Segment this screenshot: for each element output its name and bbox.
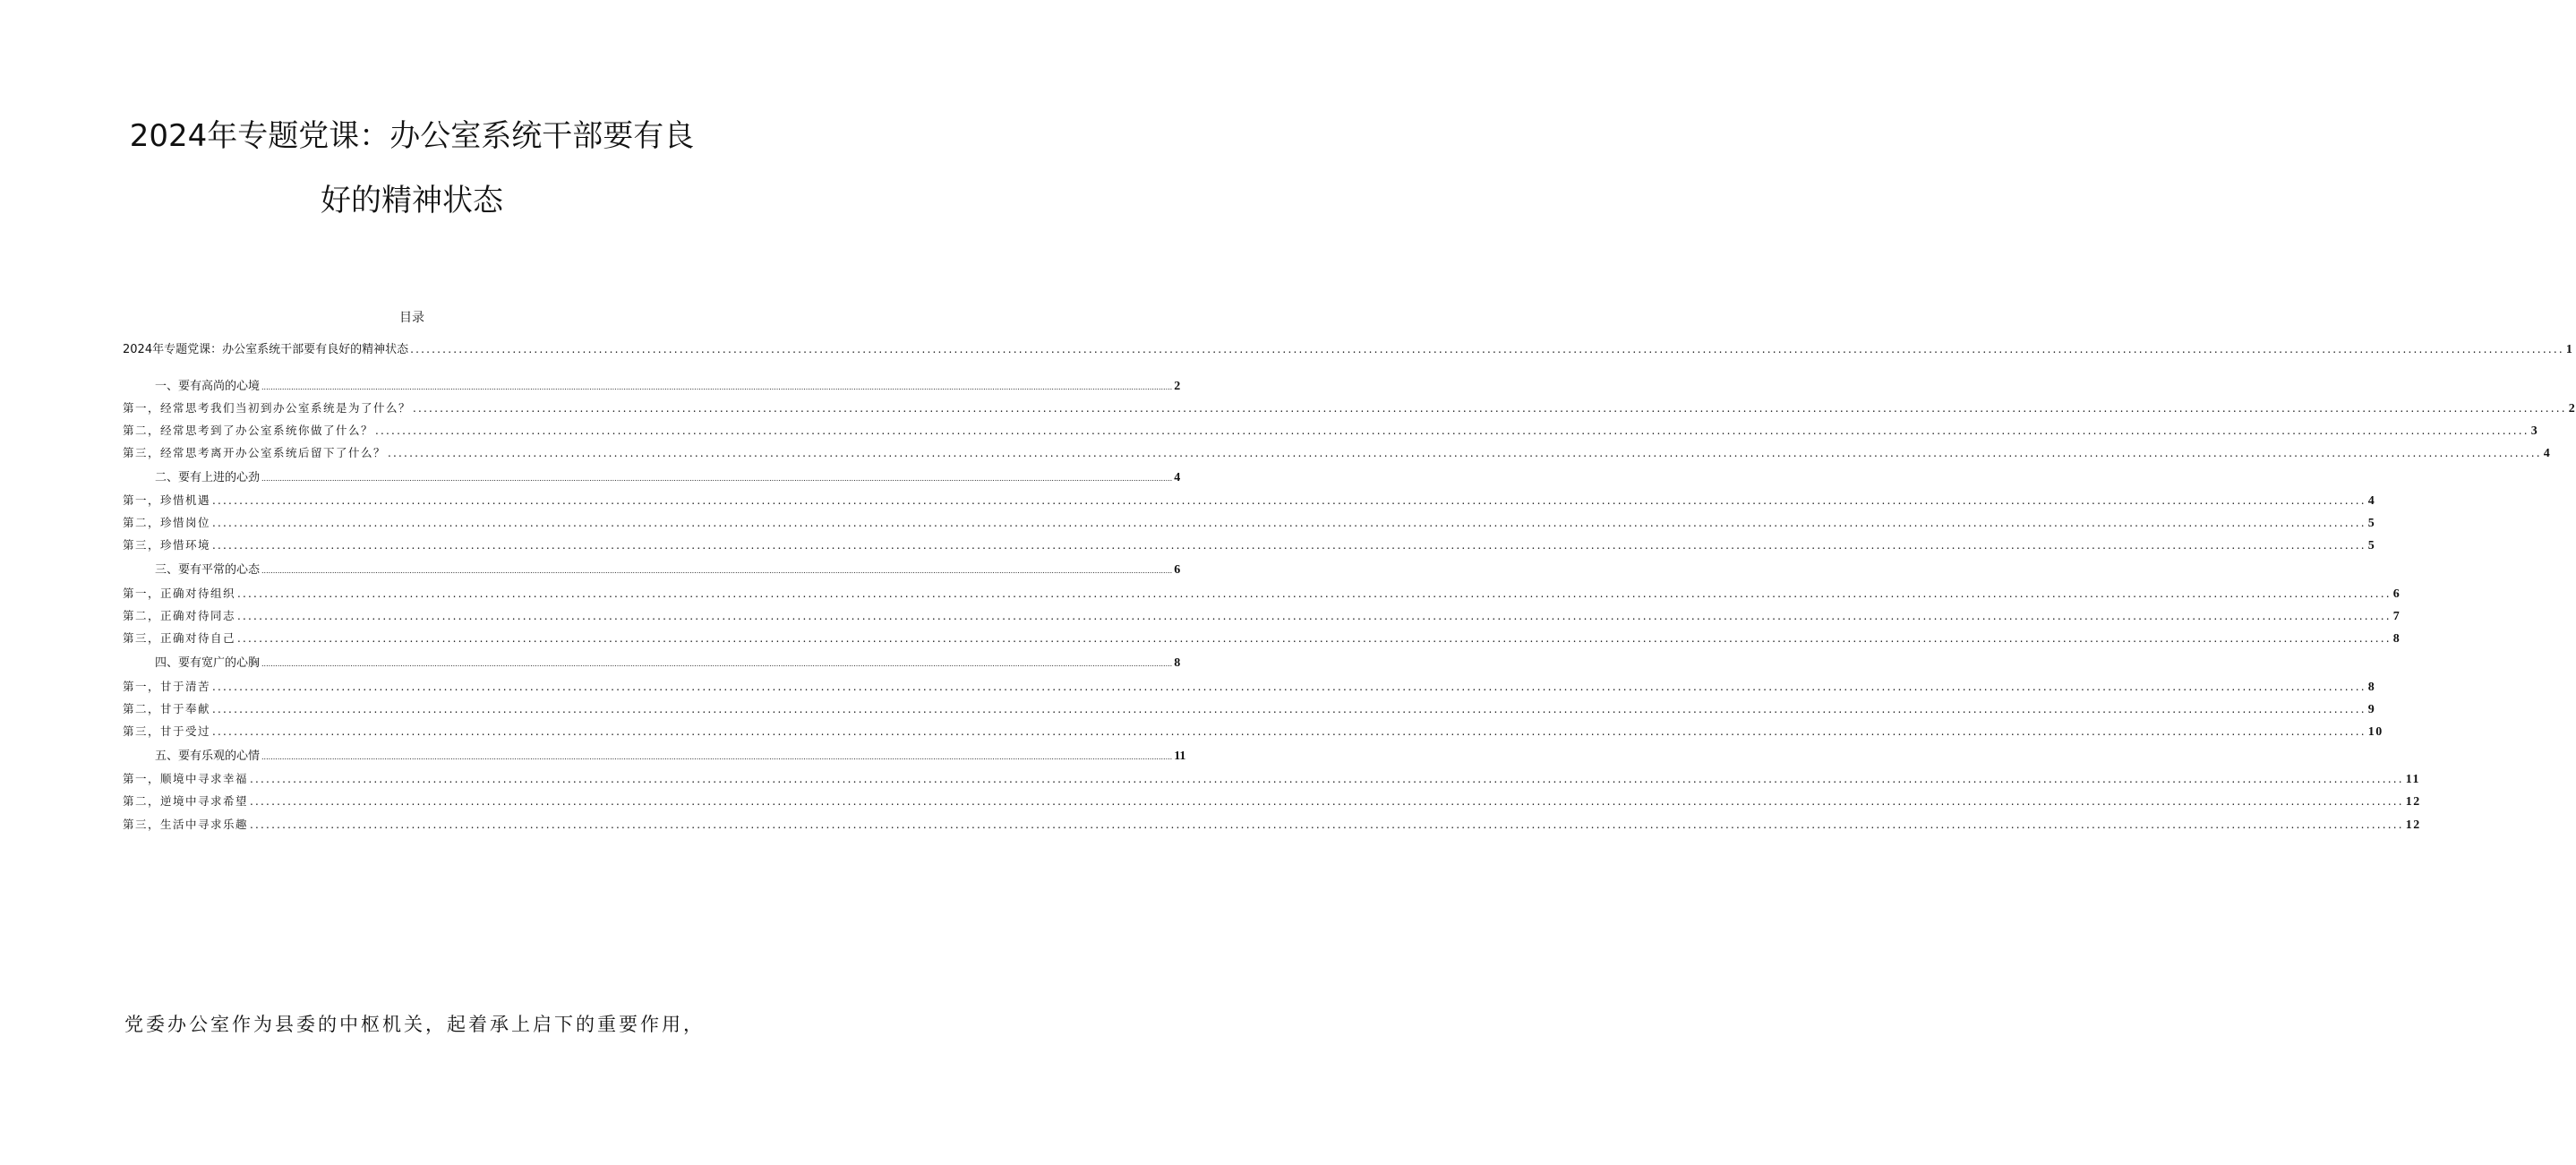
toc-entry[interactable]	[123, 772, 2421, 786]
document-title-line-1: 2024年专题党课：办公室系统干部要有良	[129, 118, 695, 154]
toc-entry-label: 一、要有高尚的心境	[155, 380, 261, 393]
toc-entry-page-number: 5	[2367, 539, 2376, 553]
toc-dot-leader: ................................................................................................................................................................................................................................................................................................................................................................................................................	[212, 725, 2366, 738]
body-paragraph: 党委办公室作为县委的中枢机关，起着承上启下的重要作用，	[124, 1014, 705, 1035]
toc-entry-page-number: 11	[1174, 750, 1186, 763]
toc-entry-label: 2024年专题党课：办公室系统干部要有良好的精神状态	[123, 343, 409, 356]
toc-entry-label: 第二，珍惜岗位	[123, 516, 211, 529]
toc-entry[interactable]	[123, 680, 2376, 694]
toc-entry-page-number: 5	[2367, 517, 2376, 530]
toc-entry[interactable]	[123, 493, 2376, 508]
toc-dot-leader: ................................................................................................................................................................................................................................................................................................................................................................................................................	[237, 587, 2392, 600]
toc-entry-label: 第一，经常思考我们当初到办公室系统是为了什么？	[123, 401, 412, 415]
toc-entry-label: 第一，正确对待组织	[123, 587, 236, 600]
toc-entry[interactable]	[155, 563, 1181, 578]
toc-entry-page-number: 6	[1174, 563, 1181, 577]
toc-dot-leader: ................................................................................................................................................................................................................................................................................................................................................................................................................	[410, 343, 2564, 355]
toc-entry-page-number: 4	[2367, 494, 2376, 508]
toc-entry-page-number: 9	[2367, 703, 2376, 716]
toc-entry[interactable]	[123, 702, 2376, 716]
toc-dot-leader: ................................................................................................................................................................................................................................................................................................................................................................................................................	[212, 681, 2366, 693]
toc-entry[interactable]	[123, 446, 2552, 460]
toc-entry-label: 第一，珍惜机遇	[123, 493, 211, 507]
toc-dot-leader: ................................................................................................................................................................................................................................................................................................................................................................................................................	[261, 383, 1173, 391]
toc-entry-page-number: 1	[2565, 343, 2572, 356]
toc-entry-page-number: 4	[1174, 471, 1181, 484]
toc-entry-page-number: 11	[2405, 773, 2421, 786]
toc-entry[interactable]	[155, 656, 1181, 671]
toc-dot-leader: ................................................................................................................................................................................................................................................................................................................................................................................................................	[212, 517, 2366, 529]
toc-entry-label: 三、要有平常的心态	[155, 563, 261, 577]
toc-entry-page-number: 8	[1174, 656, 1181, 670]
toc-entry[interactable]	[123, 516, 2376, 530]
toc-entry-page-number: 2	[2568, 402, 2576, 415]
toc-entry-label: 第三，甘于受过	[123, 724, 211, 738]
toc-dot-leader: ................................................................................................................................................................................................................................................................................................................................................................................................................	[212, 539, 2366, 552]
toc-dot-leader: ................................................................................................................................................................................................................................................................................................................................................................................................................	[237, 632, 2392, 645]
toc-entry-label: 第一，甘于清苦	[123, 680, 211, 693]
toc-entry[interactable]	[155, 471, 1181, 485]
toc-entry-page-number: 7	[2392, 610, 2401, 623]
toc-entry-label: 第三，正确对待自己	[123, 631, 236, 645]
toc-dot-leader: ................................................................................................................................................................................................................................................................................................................................................................................................................	[261, 475, 1173, 483]
toc-entry-label: 二、要有上进的心劲	[155, 471, 261, 484]
toc-dot-leader: ................................................................................................................................................................................................................................................................................................................................................................................................................	[375, 424, 2529, 437]
toc-heading: 目录	[399, 311, 424, 325]
toc-entry-page-number: 12	[2405, 795, 2421, 809]
toc-dot-leader: ................................................................................................................................................................................................................................................................................................................................................................................................................	[212, 494, 2366, 507]
toc-dot-leader: ................................................................................................................................................................................................................................................................................................................................................................................................................	[250, 795, 2404, 808]
toc-entry-label: 第二，逆境中寻求希望	[123, 794, 249, 808]
toc-entry[interactable]	[123, 609, 2401, 623]
toc-entry[interactable]	[123, 794, 2421, 809]
toc-entry-label: 第三，生活中寻求乐趣	[123, 818, 249, 831]
toc-dot-leader: ................................................................................................................................................................................................................................................................................................................................................................................................................	[250, 773, 2404, 785]
toc-entry[interactable]	[123, 401, 2576, 415]
document-title-line-2: 好的精神状态	[321, 183, 503, 218]
toc-entry-page-number: 8	[2367, 681, 2376, 694]
toc-dot-leader: ................................................................................................................................................................................................................................................................................................................................................................................................................	[261, 753, 1173, 761]
toc-entry[interactable]	[155, 750, 1186, 764]
toc-dot-leader: ................................................................................................................................................................................................................................................................................................................................................................................................................	[261, 660, 1173, 668]
toc-entry-label: 第二，正确对待同志	[123, 609, 236, 622]
toc-entry-page-number: 4	[2543, 447, 2552, 460]
toc-dot-leader: ................................................................................................................................................................................................................................................................................................................................................................................................................	[413, 402, 2567, 415]
toc-dot-leader: ................................................................................................................................................................................................................................................................................................................................................................................................................	[237, 610, 2392, 622]
toc-dot-leader: ................................................................................................................................................................................................................................................................................................................................................................................................................	[388, 447, 2542, 459]
toc-dot-leader: ................................................................................................................................................................................................................................................................................................................................................................................................................	[250, 818, 2404, 831]
toc-entry-label: 四、要有宽广的心胸	[155, 656, 261, 670]
toc-entry-page-number: 3	[2530, 424, 2539, 438]
toc-entry-label: 第三，经常思考离开办公室系统后留下了什么？	[123, 446, 387, 459]
toc-entry-label: 第二，甘于奉献	[123, 702, 211, 715]
toc-entry[interactable]	[123, 587, 2401, 601]
toc-entry-label: 第二，经常思考到了办公室系统你做了什么？	[123, 424, 374, 437]
toc-entry-page-number: 2	[1174, 380, 1181, 393]
toc-entry-page-number: 6	[2392, 587, 2401, 601]
toc-entry[interactable]	[123, 631, 2401, 646]
toc-entry[interactable]	[123, 818, 2421, 832]
toc-dot-leader: ................................................................................................................................................................................................................................................................................................................................................................................................................	[212, 703, 2366, 715]
toc-entry-label: 第一，顺境中寻求幸福	[123, 772, 249, 785]
toc-entry[interactable]	[123, 342, 2572, 356]
toc-entry-page-number: 8	[2392, 632, 2401, 646]
toc-entry[interactable]	[123, 424, 2539, 438]
toc-entry[interactable]	[155, 380, 1181, 394]
toc-entry-label: 五、要有乐观的心情	[155, 750, 261, 763]
toc-entry-label: 第三，珍惜环境	[123, 538, 211, 552]
toc-dot-leader: ................................................................................................................................................................................................................................................................................................................................................................................................................	[261, 567, 1173, 575]
toc-entry-page-number: 10	[2367, 725, 2383, 739]
toc-entry[interactable]	[123, 538, 2376, 553]
toc-entry-page-number: 12	[2405, 818, 2421, 832]
toc-entry[interactable]	[123, 724, 2383, 739]
